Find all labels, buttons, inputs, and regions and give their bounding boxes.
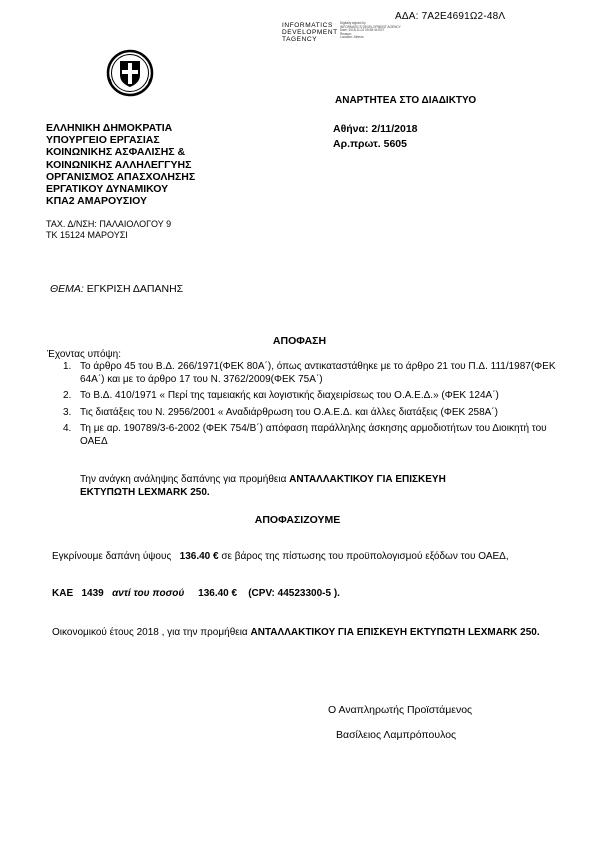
subject-text: ΕΓΚΡΙΣΗ ΔΑΠΑΝΗΣ bbox=[86, 283, 184, 295]
approve-prefix: Εγκρίνουμε δαπάνη ύψους bbox=[52, 551, 172, 562]
stamp-fine-line: Reason: bbox=[340, 31, 352, 36]
kae-line bbox=[52, 588, 340, 599]
list-text: Το Β.Δ. 410/1971 « Περί της ταμειακής και λογιστικής διαχειρίσεως του Ο.Α.Ε.Δ.» (ΦΕΚ 124Α΄) bbox=[80, 390, 499, 402]
expense-need bbox=[80, 474, 446, 499]
signatory-name: Βασίλειος Λαμπρόπουλος bbox=[336, 729, 457, 741]
stamp-line-1: INFORMATICS bbox=[282, 22, 333, 29]
digital-signature-stamp bbox=[282, 22, 338, 43]
list-item bbox=[47, 423, 557, 448]
need-prefix: Την ανάγκη ανάληψης δαπάνης για προμήθεια bbox=[80, 474, 287, 485]
subject-label: ΘΕΜΑ: bbox=[50, 283, 84, 295]
resolution-heading: ΑΠΟΦΑΣΙΖΟΥΜΕ bbox=[254, 514, 341, 526]
stamp-fine-line: Location: Athens bbox=[340, 35, 364, 40]
org-line: ΚΟΙΝΩΝΙΚΗΣ ΑΛΛΗΛΕΓΓΥΗΣ bbox=[46, 158, 192, 171]
fiscal-year-paragraph bbox=[52, 627, 552, 639]
stamp-line-2: DEVELOPMENT bbox=[282, 29, 338, 36]
stamp-fine-line: Digitally signed by bbox=[340, 21, 366, 25]
org-line: ΚΠΑ2 ΑΜΑΡΟΥΣΙΟΥ bbox=[46, 195, 148, 208]
need-item-cont: ΕΚΤΥΠΩΤΗ LEXMARK 250. bbox=[80, 486, 210, 498]
fiscal-prefix: Οικονομικού έτους 2018 , για την προμήθεια bbox=[52, 627, 248, 638]
org-line: ΥΠΟΥΡΓΕΙΟ ΕΡΓΑΣΙΑΣ bbox=[46, 134, 160, 147]
org-line: ΟΡΓΑΝΙΣΜΟΣ ΑΠΑΣΧΟΛΗΣΗΣ bbox=[46, 170, 196, 183]
list-item bbox=[47, 361, 557, 386]
subject-line bbox=[50, 283, 183, 295]
kae-label: ΚΑΕ bbox=[52, 588, 74, 599]
stamp-fine-print bbox=[340, 22, 401, 40]
organization-address bbox=[46, 219, 171, 241]
list-item bbox=[47, 407, 557, 420]
considerations-list bbox=[47, 361, 557, 453]
postcode: ΤΚ 15124 ΜΑΡΟΥΣΙ bbox=[46, 230, 128, 240]
kae-code: 1439 bbox=[81, 588, 104, 599]
fiscal-item: ΑΝΤΑΛΛΑΚΤΙΚΟΥ ΓΙΑ ΕΠΙΣΚΕΥΗ ΕΚΤΥΠΩΤΗ LEXMARK 250. bbox=[250, 627, 540, 638]
document-meta bbox=[333, 122, 418, 152]
street-address: ΤΑΧ. Δ/ΝΣΗ: ΠΑΛΑΙΟΛΟΓΟΥ 9 bbox=[46, 219, 172, 229]
posting-notice: ΑΝΑΡΤΗΤΕΑ ΣΤΟ ΔΙΑΔΙΚΤΥΟ bbox=[335, 95, 477, 106]
kae-cpv: (CPV: 44523300-5 ). bbox=[248, 588, 340, 599]
list-number: 3. bbox=[63, 406, 72, 418]
org-line: ΚΟΙΝΩΝΙΚΗΣ ΑΣΦΑΛΙΣΗΣ & bbox=[46, 146, 186, 159]
org-line: ΕΛΛΗΝΙΚΗ ΔΗΜΟΚΡΑΤΙΑ bbox=[46, 122, 173, 134]
kae-amount: 136.40 € bbox=[198, 588, 238, 599]
list-text: Τη με αρ. 190789/3-6-2002 (ΦΕΚ 754/Β΄) απόφαση παράλληλης άσκησης αρμοδιοτήτων του Διοικητή του ΟΑΕΔ bbox=[80, 423, 547, 447]
considering-label: Έχοντας υπόψη: bbox=[47, 349, 121, 360]
ada-code: ΑΔΑ: 7Α2Ε4691Ω2-48Λ bbox=[395, 11, 506, 22]
decision-heading: ΑΠΟΦΑΣΗ bbox=[272, 335, 327, 347]
list-number: 2. bbox=[63, 390, 72, 402]
stamp-line-3: TAGENCY bbox=[282, 36, 318, 43]
list-item bbox=[47, 390, 557, 403]
organization-header bbox=[46, 122, 195, 207]
approve-amount: 136.40 € bbox=[179, 551, 219, 562]
stamp-fine-line: INFORMATICS DEVELOPMENT AGENCY bbox=[340, 24, 401, 29]
document-date: Αθήνα: 2/11/2018 bbox=[333, 123, 418, 135]
list-number: 4. bbox=[63, 423, 72, 435]
protocol-number: Αρ.πρωτ. 5605 bbox=[333, 138, 407, 150]
stamp-fine-line: Date: 2018.11.02 09:38:44 EET bbox=[340, 28, 385, 33]
list-text: Τις διατάξεις του Ν. 2956/2001 « Αναδιάρθρωση του Ο.Α.Ε.Δ. και άλλες διατάξεις (ΦΕΚ 258Α΄) bbox=[80, 406, 498, 418]
list-text: Το άρθρο 45 του Β.Δ. 266/1971(ΦΕΚ 80Α΄), όπως αντικαταστάθηκε με το άρθρο 21 του Π.Δ. 111/1987(ΦΕΚ 64Α΄) και με το άρθρο 17 του Ν. 3762/2009(ΦΕΚ 75Α΄) bbox=[80, 361, 556, 385]
kae-against: αντί του ποσού bbox=[112, 588, 185, 599]
list-number: 1. bbox=[63, 361, 72, 372]
signatory-title: Ο Αναπληρωτής Προϊστάμενος bbox=[328, 704, 473, 716]
need-item: ΑΝΤΑΛΛΑΚΤΙΚΟΥ ΓΙΑ ΕΠΙΣΚΕΥΗ bbox=[289, 474, 446, 485]
approval-paragraph bbox=[52, 550, 552, 563]
org-line: ΕΡΓΑΤΙΚΟΥ ΔΥΝΑΜΙΚΟΥ bbox=[46, 183, 169, 196]
greek-emblem-icon bbox=[106, 49, 154, 97]
approve-suffix: σε βάρος της πίστωσης του προϋπολογισμού εξόδων του ΟΑΕΔ, bbox=[221, 551, 509, 562]
